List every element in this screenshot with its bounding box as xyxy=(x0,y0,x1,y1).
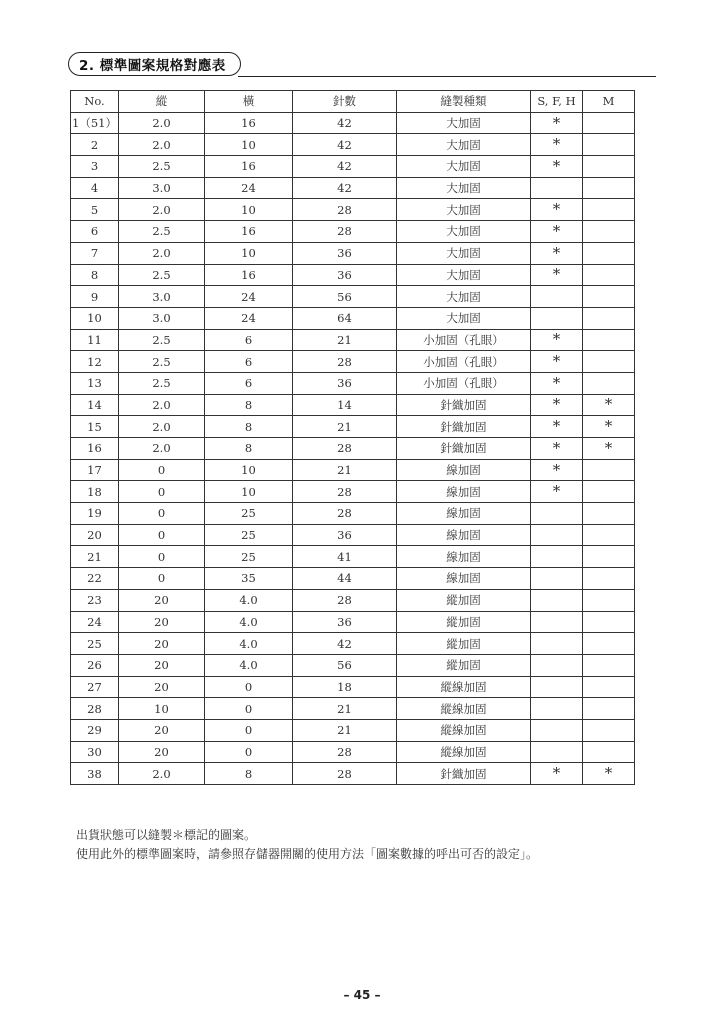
section-title-box xyxy=(68,52,241,76)
cell-sewing-type: 縱線加固 xyxy=(397,698,531,720)
cell-sewing-type: 線加固 xyxy=(397,459,531,481)
header-no: No. xyxy=(71,91,119,113)
cell-sewing-type: 線加固 xyxy=(397,503,531,525)
cell-no: 19 xyxy=(71,503,119,525)
cell-width: 6 xyxy=(205,329,293,351)
table-row xyxy=(71,394,635,416)
cell-m: * xyxy=(583,438,635,460)
cell-length: 2.0 xyxy=(119,112,205,134)
cell-no: 30 xyxy=(71,741,119,763)
cell-sewing-type: 大加固 xyxy=(397,242,531,264)
cell-length: 2.5 xyxy=(119,329,205,351)
cell-width: 25 xyxy=(205,503,293,525)
cell-sfh: * xyxy=(531,481,583,503)
table-row xyxy=(71,524,635,546)
cell-no: 6 xyxy=(71,221,119,243)
table-row xyxy=(71,351,635,373)
cell-stitch-count: 21 xyxy=(293,416,397,438)
cell-stitch-count: 18 xyxy=(293,676,397,698)
cell-stitch-count: 14 xyxy=(293,394,397,416)
cell-m xyxy=(583,719,635,741)
cell-stitch-count: 28 xyxy=(293,741,397,763)
table-row xyxy=(71,286,635,308)
cell-m xyxy=(583,459,635,481)
cell-stitch-count: 28 xyxy=(293,351,397,373)
cell-m xyxy=(583,654,635,676)
cell-no: 18 xyxy=(71,481,119,503)
table-row xyxy=(71,221,635,243)
table-row xyxy=(71,134,635,156)
cell-sfh: * xyxy=(531,329,583,351)
table-row xyxy=(71,329,635,351)
cell-width: 10 xyxy=(205,242,293,264)
cell-length: 20 xyxy=(119,676,205,698)
cell-width: 4.0 xyxy=(205,611,293,633)
cell-no: 5 xyxy=(71,199,119,221)
cell-sewing-type: 針織加固 xyxy=(397,763,531,785)
cell-stitch-count: 42 xyxy=(293,177,397,199)
cell-no: 9 xyxy=(71,286,119,308)
cell-width: 0 xyxy=(205,741,293,763)
cell-width: 6 xyxy=(205,372,293,394)
cell-width: 4.0 xyxy=(205,633,293,655)
section-title-rule xyxy=(238,76,656,77)
cell-sewing-type: 針織加固 xyxy=(397,416,531,438)
cell-sewing-type: 小加固（孔眼） xyxy=(397,372,531,394)
cell-width: 10 xyxy=(205,134,293,156)
table-row xyxy=(71,481,635,503)
cell-m xyxy=(583,676,635,698)
cell-stitch-count: 21 xyxy=(293,329,397,351)
cell-width: 25 xyxy=(205,524,293,546)
cell-length: 0 xyxy=(119,524,205,546)
cell-length: 2.5 xyxy=(119,156,205,178)
table-row xyxy=(71,372,635,394)
cell-m xyxy=(583,524,635,546)
cell-stitch-count: 56 xyxy=(293,654,397,676)
cell-no: 29 xyxy=(71,719,119,741)
cell-length: 2.0 xyxy=(119,134,205,156)
cell-sfh xyxy=(531,741,583,763)
cell-width: 0 xyxy=(205,698,293,720)
cell-stitch-count: 28 xyxy=(293,503,397,525)
cell-stitch-count: 44 xyxy=(293,568,397,590)
header-stitch-count: 針數 xyxy=(293,91,397,113)
cell-no: 10 xyxy=(71,307,119,329)
cell-no: 3 xyxy=(71,156,119,178)
cell-sewing-type: 縱加固 xyxy=(397,589,531,611)
cell-stitch-count: 56 xyxy=(293,286,397,308)
table-row xyxy=(71,242,635,264)
cell-sewing-type: 大加固 xyxy=(397,221,531,243)
header-width: 橫 xyxy=(205,91,293,113)
cell-sewing-type: 大加固 xyxy=(397,177,531,199)
cell-no: 38 xyxy=(71,763,119,785)
page-number: – 45 – xyxy=(343,988,381,1002)
note-line: 出貨狀態可以縫製＊標記的圖案。 xyxy=(76,828,257,842)
cell-length: 3.0 xyxy=(119,286,205,308)
cell-sfh: * xyxy=(531,264,583,286)
cell-sfh: * xyxy=(531,394,583,416)
cell-sewing-type: 縱加固 xyxy=(397,633,531,655)
cell-sewing-type: 小加固（孔眼） xyxy=(397,329,531,351)
table-row xyxy=(71,459,635,481)
cell-sfh xyxy=(531,177,583,199)
cell-no: 15 xyxy=(71,416,119,438)
cell-length: 10 xyxy=(119,698,205,720)
cell-width: 8 xyxy=(205,394,293,416)
cell-sfh: * xyxy=(531,112,583,134)
table-row xyxy=(71,177,635,199)
cell-no: 23 xyxy=(71,589,119,611)
cell-width: 24 xyxy=(205,307,293,329)
pattern-spec-table xyxy=(70,90,635,785)
cell-sfh xyxy=(531,654,583,676)
cell-m xyxy=(583,112,635,134)
cell-width: 16 xyxy=(205,156,293,178)
header-length: 縱 xyxy=(119,91,205,113)
cell-sewing-type: 縱線加固 xyxy=(397,676,531,698)
table-row xyxy=(71,611,635,633)
cell-sfh xyxy=(531,676,583,698)
cell-length: 0 xyxy=(119,546,205,568)
cell-sewing-type: 針織加固 xyxy=(397,394,531,416)
cell-m xyxy=(583,698,635,720)
cell-m xyxy=(583,177,635,199)
cell-m: * xyxy=(583,394,635,416)
cell-m xyxy=(583,372,635,394)
cell-stitch-count: 21 xyxy=(293,459,397,481)
cell-sfh: * xyxy=(531,372,583,394)
cell-sfh xyxy=(531,633,583,655)
cell-no: 11 xyxy=(71,329,119,351)
cell-m xyxy=(583,307,635,329)
cell-stitch-count: 28 xyxy=(293,199,397,221)
cell-sfh xyxy=(531,524,583,546)
cell-length: 0 xyxy=(119,459,205,481)
cell-length: 2.0 xyxy=(119,394,205,416)
cell-sfh: * xyxy=(531,199,583,221)
cell-no: 2 xyxy=(71,134,119,156)
cell-width: 6 xyxy=(205,351,293,373)
cell-sewing-type: 縱線加固 xyxy=(397,741,531,763)
cell-stitch-count: 28 xyxy=(293,221,397,243)
table-body xyxy=(71,112,635,784)
cell-sfh xyxy=(531,568,583,590)
table-row xyxy=(71,199,635,221)
cell-no: 27 xyxy=(71,676,119,698)
cell-length: 2.0 xyxy=(119,242,205,264)
table-row xyxy=(71,416,635,438)
cell-length: 20 xyxy=(119,633,205,655)
cell-sfh: * xyxy=(531,416,583,438)
cell-sfh xyxy=(531,286,583,308)
cell-m xyxy=(583,351,635,373)
cell-m xyxy=(583,568,635,590)
table-row xyxy=(71,546,635,568)
cell-sewing-type: 大加固 xyxy=(397,286,531,308)
header-sewing-type: 縫製種類 xyxy=(397,91,531,113)
table-row xyxy=(71,438,635,460)
cell-m xyxy=(583,481,635,503)
cell-length: 20 xyxy=(119,589,205,611)
cell-sewing-type: 線加固 xyxy=(397,481,531,503)
cell-sfh xyxy=(531,698,583,720)
cell-length: 2.5 xyxy=(119,264,205,286)
table-row xyxy=(71,112,635,134)
cell-sewing-type: 縱線加固 xyxy=(397,719,531,741)
cell-sfh: * xyxy=(531,221,583,243)
table-row xyxy=(71,568,635,590)
cell-stitch-count: 36 xyxy=(293,611,397,633)
cell-m xyxy=(583,503,635,525)
cell-m xyxy=(583,264,635,286)
cell-length: 0 xyxy=(119,503,205,525)
cell-stitch-count: 64 xyxy=(293,307,397,329)
cell-length: 3.0 xyxy=(119,307,205,329)
table-row xyxy=(71,264,635,286)
cell-no: 28 xyxy=(71,698,119,720)
cell-length: 20 xyxy=(119,719,205,741)
notes xyxy=(76,826,538,864)
cell-sewing-type: 大加固 xyxy=(397,264,531,286)
cell-sewing-type: 縱加固 xyxy=(397,611,531,633)
table-row xyxy=(71,633,635,655)
cell-m: * xyxy=(583,416,635,438)
cell-no: 13 xyxy=(71,372,119,394)
cell-sfh xyxy=(531,719,583,741)
cell-sfh xyxy=(531,611,583,633)
table-row xyxy=(71,763,635,785)
table-row xyxy=(71,676,635,698)
table-row xyxy=(71,698,635,720)
cell-sewing-type: 線加固 xyxy=(397,546,531,568)
header-m: M xyxy=(583,91,635,113)
cell-no: 22 xyxy=(71,568,119,590)
note-line: 使用此外的標準圖案時，請參照存儲器開關的使用方法「圖案數據的呼出可否的設定」。 xyxy=(76,847,539,861)
cell-sewing-type: 線加固 xyxy=(397,524,531,546)
cell-sfh: * xyxy=(531,351,583,373)
cell-no: 4 xyxy=(71,177,119,199)
cell-stitch-count: 21 xyxy=(293,698,397,720)
cell-sewing-type: 大加固 xyxy=(397,112,531,134)
cell-width: 4.0 xyxy=(205,654,293,676)
cell-no: 1（51） xyxy=(71,112,119,134)
table-row xyxy=(71,719,635,741)
cell-length: 20 xyxy=(119,654,205,676)
cell-sfh: * xyxy=(531,242,583,264)
table-row xyxy=(71,589,635,611)
cell-width: 0 xyxy=(205,676,293,698)
cell-m xyxy=(583,286,635,308)
cell-m xyxy=(583,589,635,611)
cell-no: 14 xyxy=(71,394,119,416)
cell-sewing-type: 大加固 xyxy=(397,307,531,329)
cell-m xyxy=(583,134,635,156)
cell-sewing-type: 大加固 xyxy=(397,156,531,178)
cell-m: * xyxy=(583,763,635,785)
cell-no: 25 xyxy=(71,633,119,655)
cell-length: 2.5 xyxy=(119,372,205,394)
cell-sfh xyxy=(531,546,583,568)
cell-width: 10 xyxy=(205,459,293,481)
cell-no: 12 xyxy=(71,351,119,373)
cell-m xyxy=(583,199,635,221)
cell-sfh: * xyxy=(531,459,583,481)
cell-width: 25 xyxy=(205,546,293,568)
cell-width: 8 xyxy=(205,763,293,785)
cell-width: 16 xyxy=(205,264,293,286)
cell-sewing-type: 大加固 xyxy=(397,134,531,156)
table-row xyxy=(71,741,635,763)
cell-m xyxy=(583,221,635,243)
section-title: 2. 標準圖案規格對應表 xyxy=(79,58,226,74)
cell-no: 21 xyxy=(71,546,119,568)
table-row xyxy=(71,156,635,178)
table-row xyxy=(71,307,635,329)
cell-length: 0 xyxy=(119,481,205,503)
cell-no: 16 xyxy=(71,438,119,460)
cell-stitch-count: 28 xyxy=(293,481,397,503)
cell-m xyxy=(583,329,635,351)
cell-no: 17 xyxy=(71,459,119,481)
cell-sfh: * xyxy=(531,763,583,785)
cell-stitch-count: 42 xyxy=(293,134,397,156)
cell-width: 8 xyxy=(205,438,293,460)
cell-width: 16 xyxy=(205,112,293,134)
section-header xyxy=(68,52,656,78)
cell-stitch-count: 36 xyxy=(293,524,397,546)
cell-width: 8 xyxy=(205,416,293,438)
cell-stitch-count: 28 xyxy=(293,763,397,785)
cell-stitch-count: 28 xyxy=(293,589,397,611)
cell-sfh xyxy=(531,589,583,611)
cell-no: 26 xyxy=(71,654,119,676)
cell-no: 20 xyxy=(71,524,119,546)
cell-stitch-count: 28 xyxy=(293,438,397,460)
cell-sewing-type: 針織加固 xyxy=(397,438,531,460)
cell-length: 3.0 xyxy=(119,177,205,199)
cell-sewing-type: 大加固 xyxy=(397,199,531,221)
cell-width: 35 xyxy=(205,568,293,590)
cell-sfh xyxy=(531,503,583,525)
cell-stitch-count: 41 xyxy=(293,546,397,568)
cell-width: 24 xyxy=(205,177,293,199)
cell-m xyxy=(583,156,635,178)
cell-sfh: * xyxy=(531,438,583,460)
cell-stitch-count: 42 xyxy=(293,156,397,178)
cell-m xyxy=(583,741,635,763)
cell-sewing-type: 縱加固 xyxy=(397,654,531,676)
cell-sfh: * xyxy=(531,134,583,156)
cell-stitch-count: 36 xyxy=(293,242,397,264)
cell-length: 2.0 xyxy=(119,199,205,221)
cell-length: 2.0 xyxy=(119,438,205,460)
cell-width: 16 xyxy=(205,221,293,243)
cell-width: 24 xyxy=(205,286,293,308)
cell-length: 2.5 xyxy=(119,351,205,373)
cell-no: 8 xyxy=(71,264,119,286)
cell-length: 20 xyxy=(119,741,205,763)
cell-length: 2.5 xyxy=(119,221,205,243)
cell-stitch-count: 36 xyxy=(293,264,397,286)
cell-width: 0 xyxy=(205,719,293,741)
cell-sewing-type: 線加固 xyxy=(397,568,531,590)
cell-no: 7 xyxy=(71,242,119,264)
cell-m xyxy=(583,546,635,568)
cell-length: 20 xyxy=(119,611,205,633)
cell-length: 2.0 xyxy=(119,763,205,785)
cell-stitch-count: 42 xyxy=(293,633,397,655)
table-row xyxy=(71,654,635,676)
cell-width: 10 xyxy=(205,199,293,221)
cell-sfh xyxy=(531,307,583,329)
cell-m xyxy=(583,633,635,655)
cell-m xyxy=(583,242,635,264)
cell-length: 0 xyxy=(119,568,205,590)
table-row xyxy=(71,503,635,525)
cell-stitch-count: 21 xyxy=(293,719,397,741)
cell-no: 24 xyxy=(71,611,119,633)
cell-sewing-type: 小加固（孔眼） xyxy=(397,351,531,373)
cell-sfh: * xyxy=(531,156,583,178)
table-header-row xyxy=(71,91,635,113)
cell-stitch-count: 36 xyxy=(293,372,397,394)
cell-length: 2.0 xyxy=(119,416,205,438)
header-sfh: S, F, H xyxy=(531,91,583,113)
cell-width: 10 xyxy=(205,481,293,503)
cell-stitch-count: 42 xyxy=(293,112,397,134)
cell-width: 4.0 xyxy=(205,589,293,611)
cell-m xyxy=(583,611,635,633)
